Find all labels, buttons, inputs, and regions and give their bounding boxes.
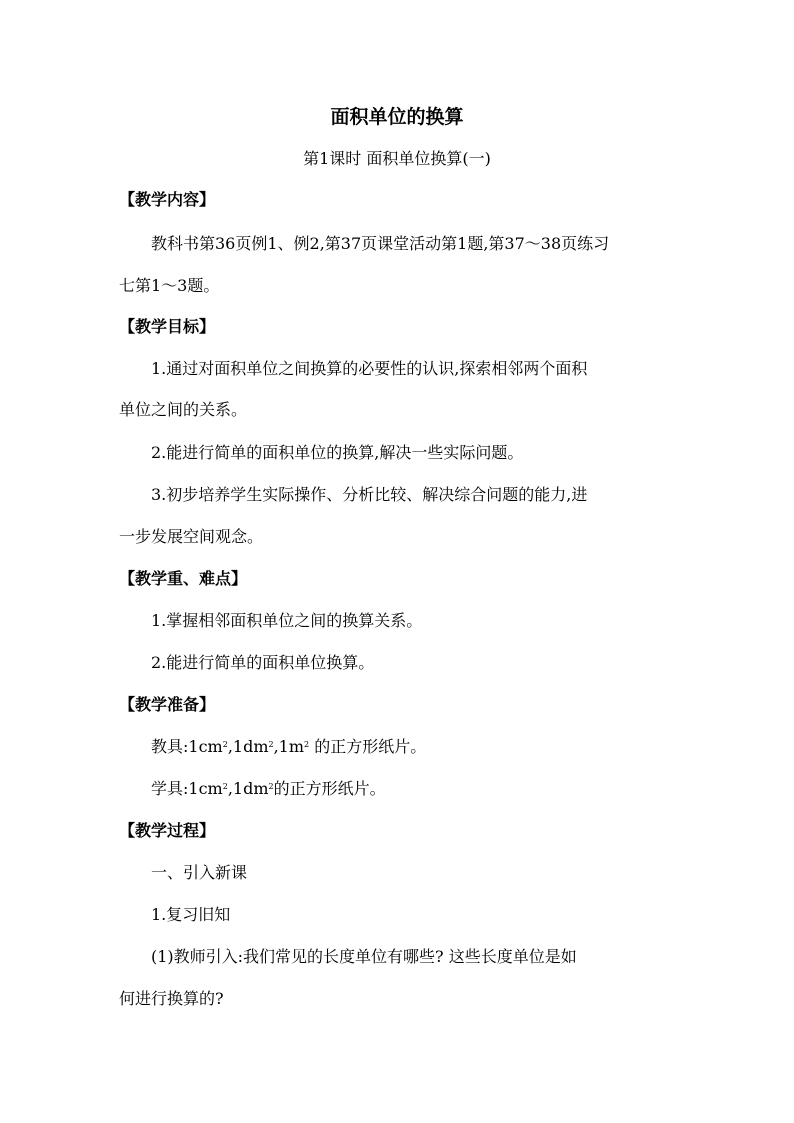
goal-item-3-line: 3.初步培养学生实际操作、分析比较、解决综合问题的能力,进 [151, 485, 588, 504]
student-materials-suffix: 的正方形纸片。 [273, 779, 386, 798]
key-point-item-1: 1.掌握相邻面积单位之间的换算关系。 [151, 611, 423, 630]
goal-item-1-line: 单位之间的关系。 [119, 400, 248, 419]
teacher-materials-unit: ,1m [273, 737, 305, 756]
superscript-2: 2 [268, 740, 274, 749]
section-heading-goals: 【教学目标】 [119, 317, 216, 336]
section-heading-process: 【教学过程】 [119, 821, 216, 840]
process-part-1: 一、引入新课 [151, 863, 248, 882]
goal-item-1-line: 1.通过对面积单位之间换算的必要性的认识,探索相邻两个面积 [151, 359, 588, 378]
section-heading-content: 【教学内容】 [119, 190, 216, 209]
student-materials-prefix: 学具:1cm [151, 779, 223, 798]
content-text-line: 教科书第36页例1、例2,第37页课堂活动第1题,第37～38页练习 [151, 234, 610, 253]
superscript-2: 2 [304, 740, 310, 749]
superscript-2: 2 [222, 782, 228, 791]
lesson-subtitle: 第1课时 面积单位换算(一) [303, 149, 491, 168]
student-materials-unit: ,1dm [227, 779, 269, 798]
superscript-2: 2 [222, 740, 228, 749]
superscript-2: 2 [268, 782, 274, 791]
process-step-1: 1.复习旧知 [151, 905, 231, 924]
content-text-line: 七第1～3题。 [119, 276, 220, 295]
teacher-materials-prefix: 教具:1cm [151, 737, 223, 756]
goal-item-2: 2.能进行简单的面积单位的换算,解决一些实际问题。 [151, 443, 524, 462]
goal-item-3-line: 一步发展空间观念。 [119, 527, 264, 546]
document-title: 面积单位的换算 [330, 106, 464, 128]
process-question-line: (1)教师引入:我们常见的长度单位有哪些? 这些长度单位是如 [151, 947, 577, 966]
section-heading-preparation: 【教学准备】 [119, 695, 216, 714]
teacher-materials-unit: ,1dm [227, 737, 269, 756]
process-question-line: 何进行换算的? [119, 989, 224, 1008]
key-point-item-2: 2.能进行简单的面积单位换算。 [151, 653, 375, 672]
teacher-materials-line [151, 735, 426, 759]
student-materials-line [151, 777, 386, 801]
section-heading-key-points: 【教学重、难点】 [119, 569, 248, 588]
teacher-materials-suffix: 的正方形纸片。 [309, 737, 427, 756]
